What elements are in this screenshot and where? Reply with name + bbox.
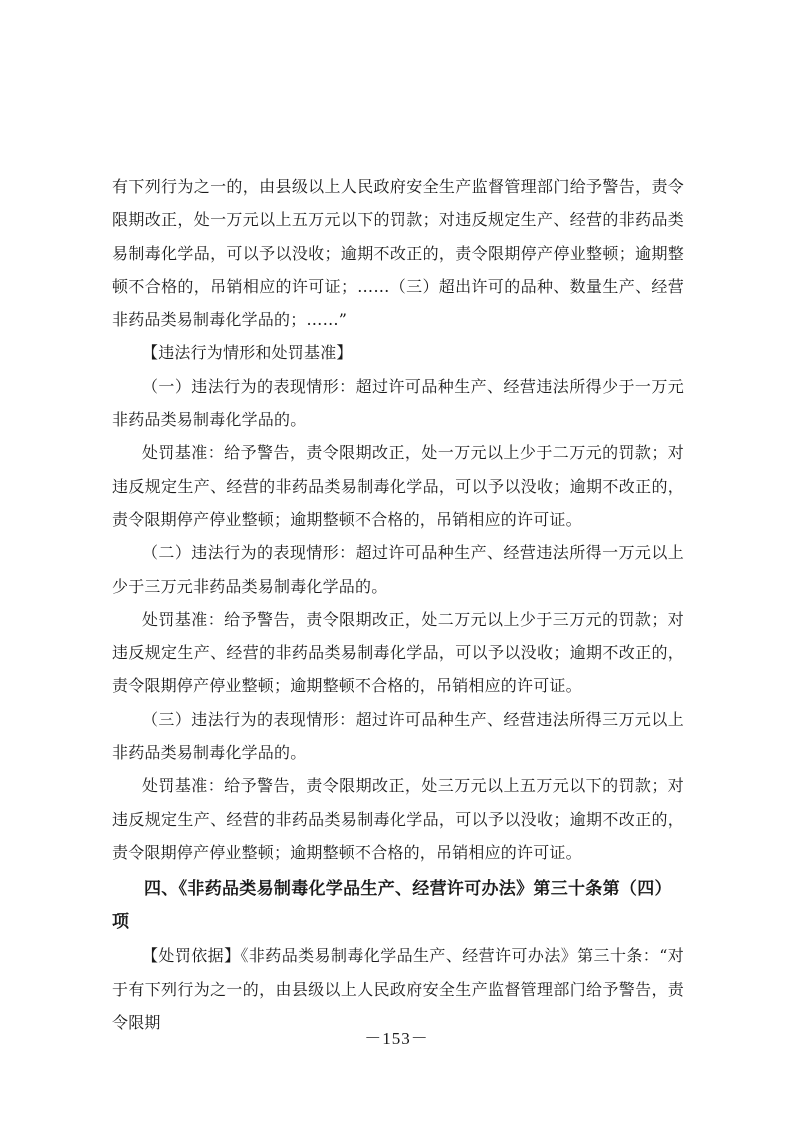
page-number: －153－ (364, 1029, 429, 1048)
paragraph-penalty-standard-label: 【违法行为情形和处罚基准】 (142, 343, 353, 363)
paragraph-case-two: （二）违法行为的表现情形：超过许可品种生产、经营违法所得一万元以上少于三万元非药品类易制毒化学品的。 (112, 543, 684, 596)
paragraph-penalty-two: 处罚基准：给予警告，责令限期改正，处二万元以上少于三万元的罚款；对违反规定生产、经营的非药品类易制毒化学品，可以予以没收；逾期不改正的，责令限期停产停业整顿；逾期整顿不合格的，吊销相应的许可证。 (112, 609, 684, 696)
paragraph-penalty-basis: 【处罚依据】《非药品类易制毒化学品生产、经营许可办法》第三十条：“对于有下列行为之一的，由县级以上人民政府安全生产监督管理部门给予警告，责令限期 (112, 946, 684, 1032)
section-heading: 四、《非药品类易制毒化学品生产、经营许可办法》第三十条第（四）项 (112, 879, 672, 933)
paragraph-penalty-three: 处罚基准：给予警告，责令限期改正，处三万元以上五万元以下的罚款；对违反规定生产、经营的非药品类易制毒化学品，可以予以没收；逾期不改正的，责令限期停产停业整顿；逾期整顿不合格的，吊销相应的许可证。 (112, 776, 684, 862)
paragraph-case-three: （三）违法行为的表现情形：超过许可品种生产、经营违法所得三万元以上非药品类易制毒化学品的。 (112, 709, 684, 763)
paragraph-penalty-one: 处罚基准：给予警告，责令限期改正，处一万元以上少于二万元的罚款；对违反规定生产、经营的非药品类易制毒化学品，可以予以没收；逾期不改正的，责令限期停产停业整顿；逾期整顿不合格的，吊销相应的许可证。 (112, 443, 684, 529)
paragraph-case-one: （一）违法行为的表现情形：超过许可品种生产、经营违法所得少于一万元非药品类易制毒化学品的。 (112, 376, 684, 430)
paragraph-continuation: 有下列行为之一的，由县级以上人民政府安全生产监督管理部门给予警告，责令限期改正，处一万元以上五万元以下的罚款；对违反规定生产、经营的非药品类易制毒化学品，可以予以没收；逾期不改正的，责令限期停产停业整顿；逾期整顿不合格的，吊销相应的许可证；……（三）超出许可的品种、数量生产、经营非药品类易制毒化学品的；……” (112, 177, 684, 330)
document-body (112, 170, 684, 1039)
